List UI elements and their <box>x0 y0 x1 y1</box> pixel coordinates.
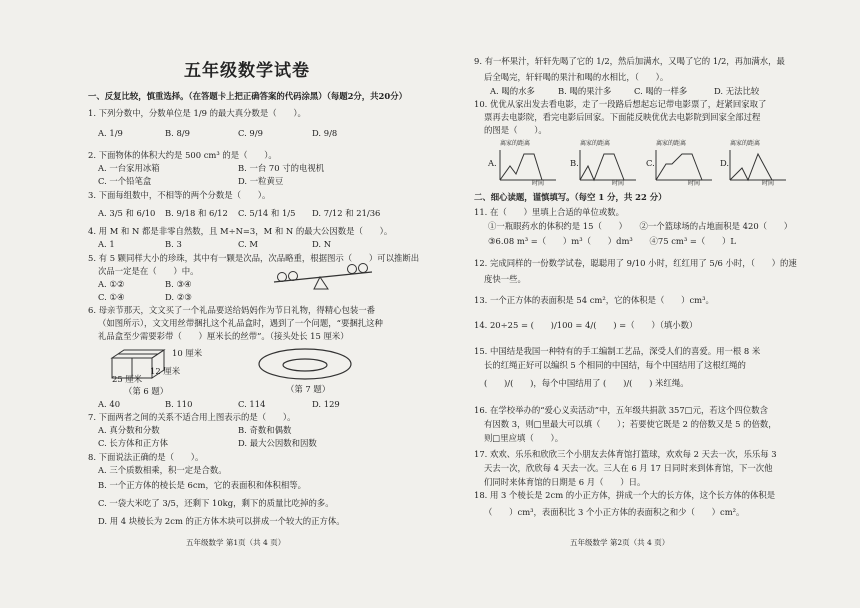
question-14: 14. 20÷25 = ( )/100 = 4/( ) =（ ）（填小数） <box>474 320 698 330</box>
graph-c-x-label: 时间 <box>688 180 701 187</box>
question-16-line-2: 有因数 3，则□里最大可以填（ ）；若要使它既是 2 的倍数又是 5 的倍数， <box>484 419 777 429</box>
section-1-heading: 一、反复比较，慎重选择。（在答题卡上把正确答案的代码涂黑）（每题2分，共20分） <box>88 91 407 101</box>
question-15-line-2: 长的红绳正好可以编织 5 个相同的中国结，每个中国结用了这根红绳的 <box>484 360 746 370</box>
graph-d-y-label: 离家的距离 <box>730 140 761 147</box>
question-11-part-2: ③6.08 m³ =（ ）m³（ ）dm³ ④75 cm³ =（ ）L <box>488 236 736 246</box>
page-1-footer: 五年级数学 第1页（共 4 页） <box>186 538 286 547</box>
question-17-line-3: 们同时来体育馆的日期是 6 月（ ）日。 <box>484 477 646 487</box>
box-length-label: 25 厘米 <box>112 374 143 384</box>
q1-option-c: C. 9/9 <box>238 128 263 138</box>
ellipse-relation-figure <box>255 346 355 382</box>
balance-scale-figure <box>268 262 378 292</box>
q2-option-d: D. 一粒黄豆 <box>238 176 284 186</box>
question-5-line-2: 次品一定是在（ ）中。 <box>98 266 199 276</box>
q6-option-c: C. 114 <box>238 399 266 409</box>
graph-d <box>728 148 788 182</box>
q8-option-b: B. 一个正方体的棱长是 6cm，它的表面积和体积相等。 <box>98 480 306 490</box>
q8-option-a: A. 三个质数相乘，积一定是合数。 <box>98 465 227 475</box>
q2-option-b: B. 一台 70 寸的电视机 <box>238 163 325 173</box>
section-2-heading: 二、细心读题，谨慎填写。（每空 1 分，共 22 分） <box>474 192 667 202</box>
question-8: 8. 下面说法正确的是（ ）。 <box>88 452 204 462</box>
q8-option-d: D. 用 4 块棱长为 2cm 的正方体木块可以拼成一个较大的正方体。 <box>98 516 345 526</box>
figure-7-caption: （第 7 题） <box>286 384 331 394</box>
question-3: 3. 下面每组数中，不相等的两个分数是（ ）。 <box>88 190 271 200</box>
q9-option-a: A. 喝的水多 <box>490 86 535 96</box>
q5-option-c: C. ①④ <box>98 292 125 302</box>
page-title: 五年级数学试卷 <box>184 61 310 81</box>
question-10-line-3: 的图是（ ）。 <box>484 125 547 135</box>
graph-b-y-label: 离家的距离 <box>580 140 611 147</box>
q6-option-a: A. 40 <box>98 399 121 409</box>
question-4: 4. 用 M 和 N 都是非零自然数，且 M÷N=3，M 和 N 的最大公因数是（ ）。 <box>88 226 393 236</box>
question-16-line-1: 16. 在学校举办的“爱心义卖活动”中，五年级共捐款 357□元，若这个四位数含 <box>474 405 768 415</box>
q8-option-c: C. 一袋大米吃了 3/5，还剩下 10kg，剩下的质量比吃掉的多。 <box>98 498 334 508</box>
question-9-line-2: 后全喝完，轩轩喝的果汁和喝的水相比，（ ）。 <box>484 72 669 82</box>
q3-option-c: C. 5/14 和 1/5 <box>238 208 296 218</box>
q2-option-c: C. 一个铅笔盒 <box>98 176 152 186</box>
graph-b-label: B. <box>570 158 579 168</box>
question-12-line-1: 12. 完成同样的一份数学试卷，聪聪用了 9/10 小时，红红用了 5/6 小时，（ ）的速 <box>474 258 797 268</box>
question-7: 7. 下面两者之间的关系不适合用上图表示的是（ ）。 <box>88 412 296 422</box>
question-11: 11. 在（ ）里填上合适的单位或数。 <box>474 207 624 217</box>
q3-option-d: D. 7/12 和 21/36 <box>312 208 381 218</box>
graph-a-label: A. <box>488 158 497 168</box>
box-width-label: 12 厘米 <box>150 366 181 376</box>
graph-c-label: C. <box>646 158 655 168</box>
graph-b <box>578 148 638 182</box>
q1-option-b: B. 8/9 <box>165 128 190 138</box>
graph-a-x-label: 时间 <box>532 180 545 187</box>
q6-option-b: B. 110 <box>165 399 193 409</box>
q9-option-d: D. 无法比较 <box>714 86 760 96</box>
question-10-line-1: 10. 优优从家出发去看电影，走了一段路后想起忘记带电影票了，赶紧回家取了 <box>474 99 767 109</box>
graph-d-label: D. <box>720 158 730 168</box>
question-18-line-1: 18. 用 3 个棱长是 2cm 的小正方体，拼成一个大的长方体，这个长方体的体积是 <box>474 490 776 500</box>
graph-a-y-label: 离家的距离 <box>500 140 531 147</box>
question-13: 13. 一个正方体的表面积是 54 cm²，它的体积是（ ）cm³。 <box>474 295 714 305</box>
q9-option-b: B. 喝的果汁多 <box>558 86 612 96</box>
question-1: 1. 下列分数中，分数单位是 1/9 的最大真分数是（ ）。 <box>88 108 306 118</box>
q5-option-a: A. ①② <box>98 279 125 289</box>
question-15-line-3: ( )/( )，每个中国结用了 ( )/( ) 米红绳。 <box>484 378 689 388</box>
page-1 <box>0 0 420 608</box>
question-6-line-2: （如图所示），文文用丝带捆扎这个礼品盒时，遇到了一个问题，“要捆扎这种 <box>98 318 383 328</box>
question-9-line-1: 9. 有一杯果汁，轩轩先喝了它的 1/2，然后加满水，又喝了它的 1/2，再加满水，最 <box>474 56 785 66</box>
q4-option-a: A. 1 <box>98 239 115 249</box>
q4-option-b: B. 3 <box>165 239 182 249</box>
question-6-line-1: 6. 母亲节那天，文文买了一个礼品要送给妈妈作为节日礼物，得精心包装一番 <box>88 305 376 315</box>
q1-option-d: D. 9/8 <box>312 128 338 138</box>
question-10-line-2: 票再去电影院，看完电影后回家。下面能反映优优去电影院到回家全部过程 <box>484 112 761 122</box>
page-2-footer: 五年级数学 第2页（共 4 页） <box>570 538 670 547</box>
question-6-line-3: 礼品盒至少需要彩带（ ）厘米长的丝带”。（接头处长 15 厘米） <box>98 331 349 341</box>
question-12-line-2: 度快一些。 <box>484 274 526 284</box>
box-height-label: 10 厘米 <box>172 348 203 358</box>
q7-option-c: C. 长方体和正方体 <box>98 438 169 448</box>
question-18-line-2: （ ）cm³，表面积比 3 个小正方体的表面积之和少（ ）cm²。 <box>484 507 745 517</box>
graph-d-x-label: 时间 <box>762 180 775 187</box>
question-5-line-1: 5. 有 5 颗同样大小的珍珠，其中有一颗是次品，次品略重，根据图示（ ）可以推断出 <box>88 253 420 263</box>
question-16-line-3: 则□里应填（ ）。 <box>484 433 564 443</box>
q7-option-b: B. 奇数和偶数 <box>238 425 292 435</box>
q7-option-d: D. 最大公因数和因数 <box>238 438 317 448</box>
graph-c <box>654 148 714 182</box>
q6-option-d: D. 129 <box>312 399 340 409</box>
figure-6-caption: （第 6 题） <box>124 386 169 396</box>
question-2: 2. 下面物体的体积大约是 500 cm³ 的是（ ）。 <box>88 150 277 160</box>
q9-option-c: C. 喝的一样多 <box>634 86 688 96</box>
q5-option-d: D. ②③ <box>165 292 192 302</box>
q7-option-a: A. 真分数和分数 <box>98 425 160 435</box>
page-2 <box>432 0 842 608</box>
q4-option-c: C. M <box>238 239 259 249</box>
q1-option-a: A. 1/9 <box>98 128 123 138</box>
graph-b-x-label: 时间 <box>612 180 625 187</box>
q4-option-d: D. N <box>312 239 332 249</box>
question-17-line-1: 17. 欢欢、乐乐和欣欣三个小朋友去体育馆打篮球，欢欢每 2 天去一次，乐乐每 3 <box>474 449 777 459</box>
question-15-line-1: 15. 中国结是我国一种特有的手工编制工艺品，深受人们的喜爱。用一根 8 米 <box>474 346 761 356</box>
question-11-part-1: ①一瓶眼药水的体积约是 15（ ） ②一个篮球场的占地面积是 420（ ） <box>488 221 793 231</box>
question-17-line-2: 天去一次，欣欣每 4 天去一次。三人在 6 月 17 日同时来到体育馆，下一次他 <box>484 463 773 473</box>
q3-option-b: B. 9/18 和 6/12 <box>165 208 228 218</box>
q5-option-b: B. ③④ <box>165 279 192 289</box>
q2-option-a: A. 一台家用冰箱 <box>98 163 160 173</box>
graph-a <box>498 148 558 182</box>
q3-option-a: A. 3/5 和 6/10 <box>98 208 156 218</box>
graph-c-y-label: 离家的距离 <box>656 140 687 147</box>
